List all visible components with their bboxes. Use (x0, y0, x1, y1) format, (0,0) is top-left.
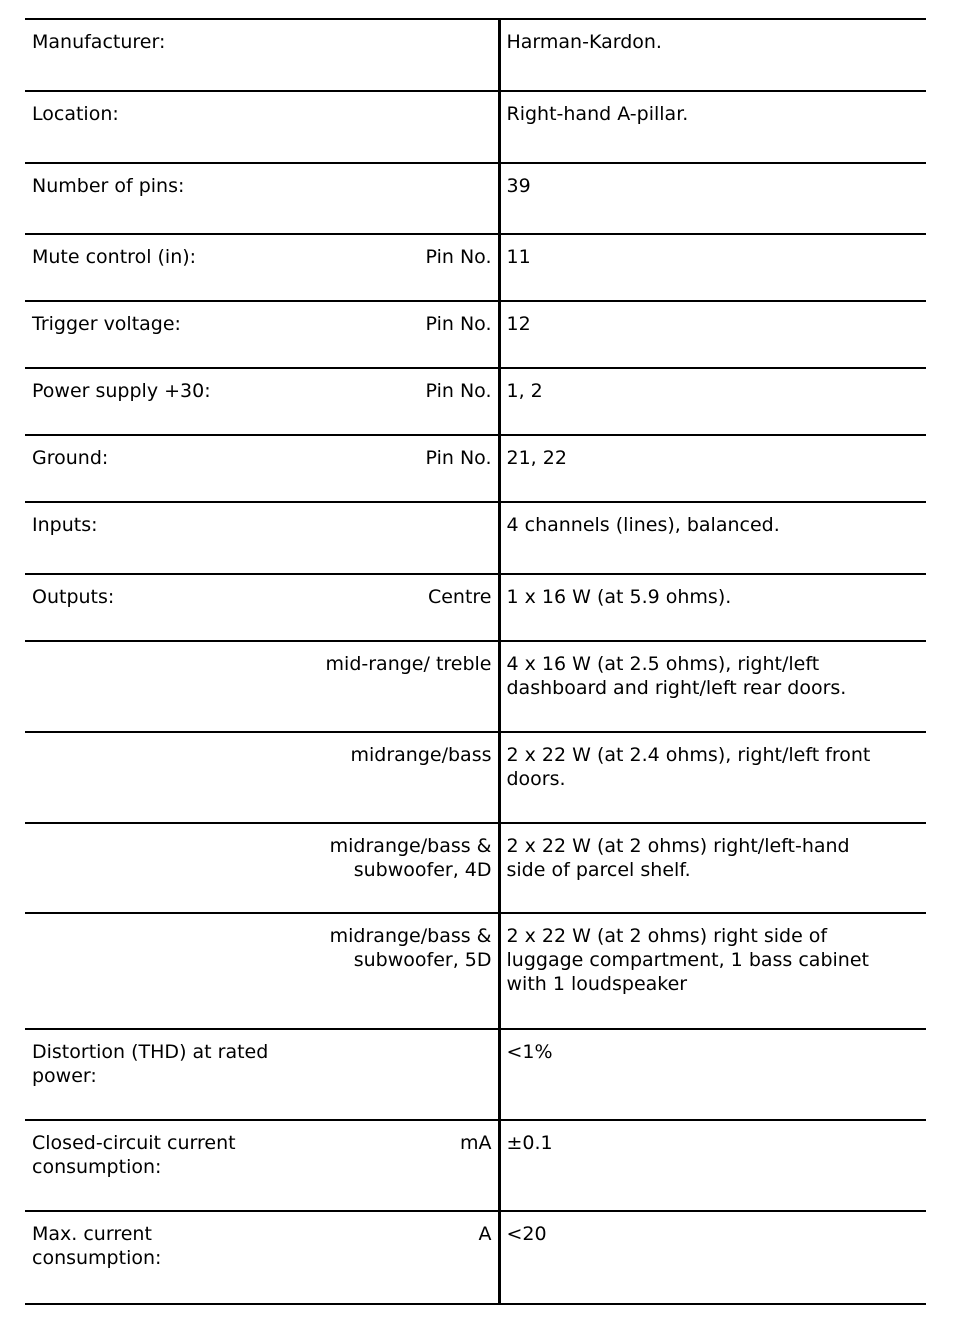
table-row (25, 732, 926, 823)
row-value: ±0.1 (506, 1132, 553, 1154)
row-value: 39 (506, 175, 531, 197)
row-unit: Pin No. (425, 313, 492, 335)
row-label: Trigger voltage: (32, 313, 181, 335)
table-row (25, 913, 926, 1029)
row-label-cell (25, 823, 499, 913)
row-value: <20 (506, 1223, 547, 1245)
row-label-cell (25, 1029, 499, 1120)
row-value: <1% (506, 1041, 553, 1063)
table-row (25, 91, 926, 163)
row-value: Right-hand A-pillar. (506, 103, 689, 125)
row-label: Power supply +30: (32, 380, 211, 402)
row-unit: mid-range/ treble (325, 653, 492, 675)
table-row (25, 163, 926, 234)
row-value-cell (499, 574, 926, 641)
row-value-cell (499, 1029, 926, 1120)
row-label-cell (25, 163, 499, 234)
row-value-cell (499, 435, 926, 502)
row-value: 11 (506, 246, 531, 268)
row-unit: Pin No. (425, 447, 492, 469)
table-row (25, 502, 926, 574)
table-row (25, 19, 926, 91)
row-unit: midrange/bass & subwoofer, 5D (329, 925, 492, 971)
row-label: Max. current consumption: (32, 1223, 162, 1269)
row-label: Distortion (THD) at rated power: (32, 1041, 269, 1087)
row-label: Location: (32, 103, 119, 125)
row-label-cell (25, 368, 499, 435)
row-label: Inputs: (32, 514, 98, 536)
row-value-cell (499, 913, 926, 1029)
row-unit: A (478, 1223, 492, 1245)
row-value: 2 x 22 W (at 2 ohms) right side of luggage compartment, 1 bass cabinet with 1 loudspeaker (506, 925, 869, 995)
row-label-cell (25, 1120, 499, 1211)
row-unit: midrange/bass (350, 744, 492, 766)
table-row (25, 641, 926, 732)
row-value-cell (499, 301, 926, 368)
row-value-cell (499, 502, 926, 574)
row-label-cell (25, 91, 499, 163)
row-value-cell (499, 368, 926, 435)
row-label: Manufacturer: (32, 31, 166, 53)
row-label: Number of pins: (32, 175, 185, 197)
row-value-cell (499, 1120, 926, 1211)
row-label: Closed-circuit current consumption: (32, 1132, 236, 1178)
row-label-cell (25, 234, 499, 301)
row-label-cell (25, 913, 499, 1029)
row-unit: Centre (427, 586, 492, 608)
spec-table (25, 18, 926, 1305)
row-value: 1 x 16 W (at 5.9 ohms). (506, 586, 732, 608)
row-label-cell (25, 1211, 499, 1304)
row-value: 2 x 22 W (at 2 ohms) right/left-hand side of parcel shelf. (506, 835, 850, 881)
row-value-cell (499, 234, 926, 301)
row-value: 2 x 22 W (at 2.4 ohms), right/left front doors. (506, 744, 871, 790)
row-label-cell (25, 502, 499, 574)
row-unit: midrange/bass & subwoofer, 4D (329, 835, 492, 881)
row-value: 21, 22 (506, 447, 567, 469)
table-row (25, 1211, 926, 1304)
row-unit: mA (459, 1132, 492, 1154)
row-label: Outputs: (32, 586, 115, 608)
table-row (25, 435, 926, 502)
row-label-cell (25, 19, 499, 91)
row-value: Harman-Kardon. (506, 31, 662, 53)
row-value: 4 channels (lines), balanced. (506, 514, 780, 536)
row-label-cell (25, 301, 499, 368)
table-row (25, 574, 926, 641)
row-value-cell (499, 19, 926, 91)
row-label-cell (25, 435, 499, 502)
row-unit: Pin No. (425, 246, 492, 268)
table-row (25, 368, 926, 435)
row-value-cell (499, 163, 926, 234)
row-value-cell (499, 1211, 926, 1304)
row-value-cell (499, 823, 926, 913)
row-label: Mute control (in): (32, 246, 197, 268)
table-row (25, 301, 926, 368)
row-label: Ground: (32, 447, 109, 469)
row-label-cell (25, 641, 499, 732)
row-label-cell (25, 732, 499, 823)
row-value: 12 (506, 313, 531, 335)
row-label-cell (25, 574, 499, 641)
table-row (25, 1120, 926, 1211)
table-row (25, 823, 926, 913)
table-row (25, 1029, 926, 1120)
row-value-cell (499, 641, 926, 732)
row-value-cell (499, 732, 926, 823)
row-value-cell (499, 91, 926, 163)
row-value: 4 x 16 W (at 2.5 ohms), right/left dashboard and right/left rear doors. (506, 653, 847, 699)
row-unit: Pin No. (425, 380, 492, 402)
row-value: 1, 2 (506, 380, 543, 402)
table-row (25, 234, 926, 301)
